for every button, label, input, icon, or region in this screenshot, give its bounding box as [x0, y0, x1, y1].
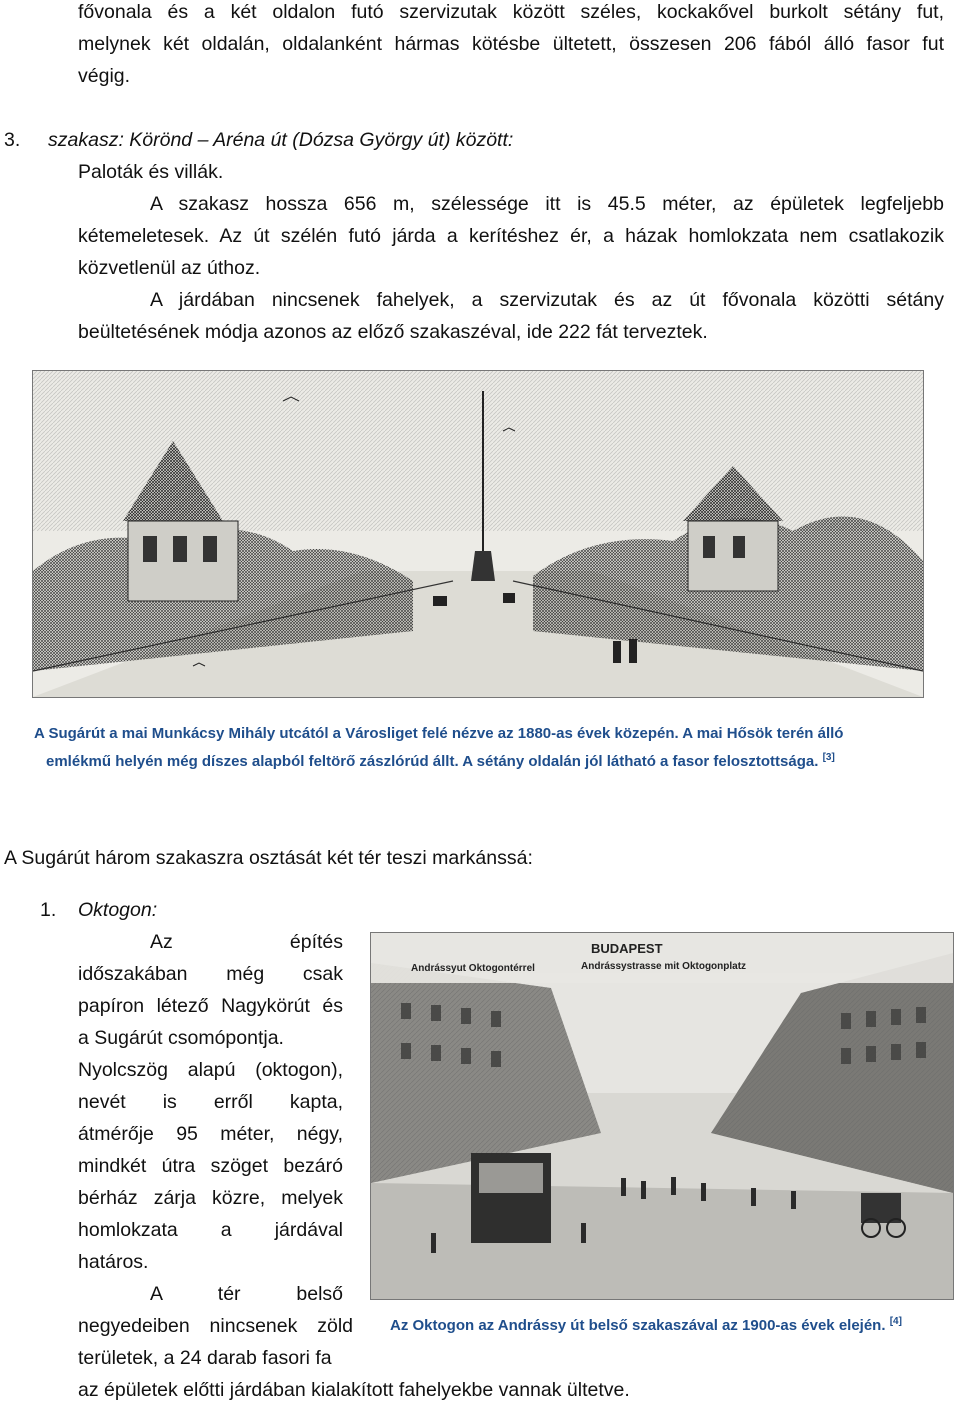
figure-1-caption-line-1: A Sugárút a mai Munkácsy Mihály utcától a Városliget felé nézve az 1880-as évek közepén. A mai Hősök terén álló	[34, 725, 844, 742]
intro-line-2: melynek két oldalán, oldalanként hármas kötésbe ültetett, összesen 206 fából álló fasor fut	[78, 33, 944, 55]
intro-line-3: végig.	[78, 65, 131, 87]
figure-1-caption-text: emlékmű helyén még díszes alapból feltörő zászlórúd állt. A sétány oldalán jól látható a fasor felosztottsága.	[46, 753, 819, 770]
oktogon-line-10: homlokzata a járdával	[78, 1219, 343, 1241]
figure-2-reference: [4]	[889, 1316, 902, 1327]
squares-intro: A Sugárút három szakaszra osztását két tér teszi markánssá:	[4, 847, 533, 869]
list-number: 1.	[40, 899, 57, 921]
section-heading: szakasz: Körönd – Aréna út (Dózsa György út) között:	[48, 129, 514, 151]
oktogon-line-6: nevét is erről kapta,	[78, 1091, 343, 1113]
figure-2-caption-text: Az Oktogon az Andrássy út belső szakaszával az 1900-as évek elején.	[390, 1317, 886, 1334]
oktogon-line-9: bérház zárja közre, melyek	[78, 1187, 343, 1209]
oktogon-line-13: negyedeiben nincsenek zöld	[78, 1315, 353, 1337]
oktogon-line-7: átmérője 95 méter, négy,	[78, 1123, 343, 1145]
list-title: Oktogon:	[78, 899, 158, 921]
paragraph-1-line-1: A szakasz hossza 656 m, szélessége itt is 45.5 méter, az épületek legfeljebb	[150, 193, 944, 215]
paragraph-1-line-2: kétemeletesek. Az út szélén futó járda a kerítéshez ér, a házak homlokzata nem csatlakozik	[78, 225, 944, 247]
section-number: 3.	[4, 129, 21, 151]
postcard-right-label: Andrássystrasse mit Oktogonplatz	[581, 961, 747, 972]
oktogon-last-line: az épületek előtti járdában kialakított fahelyekbe vannak ültetve.	[78, 1379, 630, 1401]
oktogon-line-12: A tér belső	[150, 1283, 343, 1305]
postcard-image	[370, 932, 954, 1300]
figure-1-caption-line-2	[46, 746, 835, 774]
oktogon-line-3: papíron létező Nagykörút és	[78, 995, 343, 1017]
oktogon-line-14: területek, a 24 darab fasori fa	[78, 1347, 332, 1369]
oktogon-line-5: Nyolcszög alapú (oktogon),	[78, 1059, 343, 1081]
paragraph-1-line-3: közvetlenül az úthoz.	[78, 257, 261, 279]
intro-line-1: fővonala és a két oldalon futó szervizutak között széles, kockakővel burkolt sétány fut,	[78, 1, 944, 23]
figure-2-caption	[390, 1310, 902, 1338]
oktogon-line-8: mindkét útra szöget bezáró	[78, 1155, 343, 1177]
paragraph-2-line-2: beültetésének módja azonos az előző szakaszéval, ide 222 fát terveztek.	[78, 321, 708, 343]
figure-1-reference: [3]	[822, 752, 835, 763]
oktogon-line-2: időszakában még csak	[78, 963, 343, 985]
postcard-left-label: Andrássyut Oktogontérrel	[411, 963, 535, 974]
section-subheading: Paloták és villák.	[78, 161, 224, 183]
oktogon-line-11: határos.	[78, 1251, 149, 1273]
postcard-header: BUDAPEST	[591, 941, 663, 956]
oktogon-line-1: Az építés	[150, 931, 343, 953]
paragraph-2-line-1: A járdában nincsenek fahelyek, a szervizutak és az út fővonala közötti sétány	[150, 289, 944, 311]
oktogon-line-4: a Sugárút csomópontja.	[78, 1027, 284, 1049]
engraving-image	[32, 370, 924, 698]
